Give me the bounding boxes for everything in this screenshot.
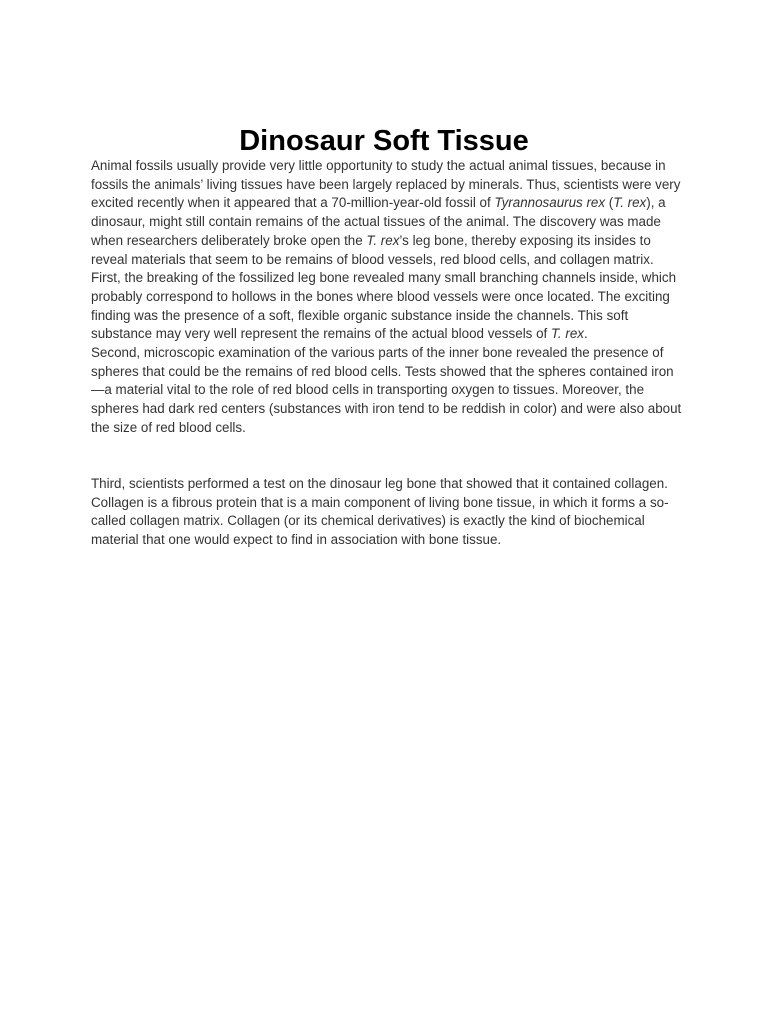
paragraph-blood-vessels [91, 269, 683, 344]
document-body [91, 157, 683, 550]
document-title: Dinosaur Soft Tissue [239, 125, 529, 157]
paragraph-collagen: Third, scientists performed a test on the dinosaur leg bone that showed that it contained collagen. Collagen is a fibrous protein that is a main component of living bone tissue, in which it forms a so-called collagen matrix. Collagen (or its chemical derivatives) is exactly the kind of biochemical material that one would expect to find in association with bone tissue. [91, 475, 669, 548]
paragraph-intro [91, 157, 683, 269]
paragraph-intro-text-d: ’s leg bone, thereby exposing its insides to reveal materials that seem to be remains of blood vessels, red blood cells, and collagen matrix. [91, 232, 654, 267]
paragraph-blood-vessels-text-b: . [583, 326, 588, 342]
species-abbrev-italic: T. rex [366, 232, 400, 248]
species-abbrev-italic: T. rex [613, 195, 647, 211]
paragraph-red-blood-cells: Second, microscopic examination of the various parts of the inner bone revealed the presence of spheres that could be the remains of red blood cells. Tests showed that the spheres contained iron—a material vital to the role of red blood cells in transporting oxygen to tissues. Moreover, the spheres had dark red centers (substances with iron tend to be reddish in color) and were also about the size of red blood cells. [91, 345, 682, 435]
species-abbrev-italic: T. rex [550, 326, 584, 342]
paragraph-intro-text-a: Animal fossils usually provide very little opportunity to study the actual animal tissues, because in fossils the animals’ living tissues have been largely replaced by minerals. Thus, scientists were very excited recently when it appeared that a 70-million-year-old fossil of [91, 158, 681, 211]
paragraph-blood-vessels-text-a: First, the breaking of the fossilized leg bone revealed many small branching channels inside, which probably correspond to hollows in the bones where blood vessels were once located. The exciting finding was the presence of a soft, flexible organic substance inside the channels. This soft substance may very well represent the remains of the actual blood vessels of [91, 270, 677, 342]
species-name-italic: Tyrannosaurus rex [494, 195, 606, 211]
paragraph-intro-text-b: ( [605, 195, 614, 211]
paragraph-intro-text-c: ), a dinosaur, might still contain remains of the actual tissues of the animal. The discovery was made when researchers deliberately broke open the [91, 195, 666, 248]
